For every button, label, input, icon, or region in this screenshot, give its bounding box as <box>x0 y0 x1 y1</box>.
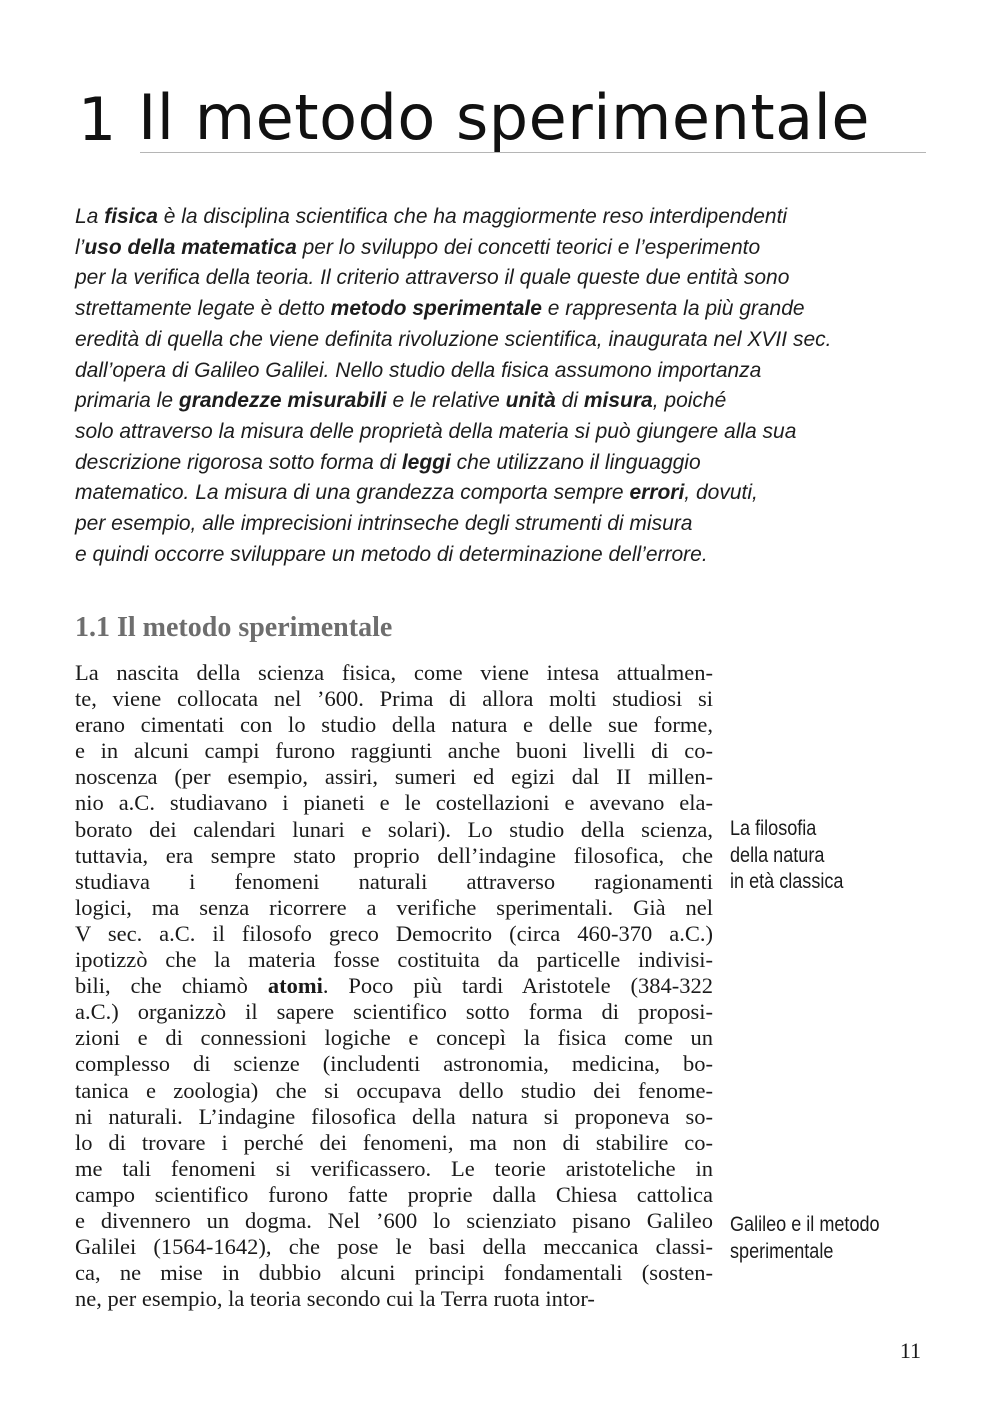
body-line <box>75 764 713 790</box>
body-line <box>75 1025 713 1051</box>
intro-line <box>75 263 935 294</box>
body-paragraph <box>75 660 713 1312</box>
body-line <box>75 973 713 999</box>
intro-line <box>75 417 935 448</box>
body-line <box>75 947 713 973</box>
intro-text: che utilizzano il linguaggio <box>450 450 701 474</box>
body-line <box>75 1260 713 1286</box>
body-line <box>75 660 713 686</box>
margin-note-line: Galileo e il metodo <box>730 1213 880 1236</box>
body-line <box>75 1104 713 1130</box>
margin-note-line: in età classica <box>730 870 844 893</box>
body-text: ne, per esempio, la teoria secondo cui la Terra ruota intor- <box>75 1286 595 1312</box>
body-text: lo di trovare i perché dei fenomeni, ma non di stabilire co- <box>75 1129 713 1155</box>
chapter-intro <box>75 202 935 570</box>
intro-text: e rappresenta la più grande <box>541 297 805 321</box>
margin-note-line: della natura <box>730 843 825 867</box>
body-text: ni naturali. L’indagine filosofica della natura si proponeva so- <box>75 1103 713 1129</box>
intro-bold-term: metodo sperimentale <box>330 297 542 321</box>
chapter-title-rule <box>140 152 926 153</box>
intro-line <box>75 386 935 417</box>
body-text: te, viene collocata nel ’600. Prima di allora molti studiosi si <box>75 686 713 712</box>
chapter-number: 1 <box>78 85 117 155</box>
intro-line <box>75 356 935 387</box>
body-line <box>75 1182 713 1208</box>
intro-line <box>75 325 935 356</box>
body-text: Galilei (1564-1642), che pose le basi della meccanica classi- <box>75 1234 713 1260</box>
body-text: e divennero un dogma. Nel ’600 lo scienziato pisano Galileo <box>75 1207 713 1233</box>
intro-text: , poiché <box>652 389 727 413</box>
intro-bold-term: misura <box>583 389 653 413</box>
intro-text: solo attraverso la misura delle proprietà della materia si può giungere alla sua <box>75 419 797 443</box>
intro-bold-term: uso della matematica <box>84 235 297 259</box>
body-line <box>75 999 713 1025</box>
body-text: e in alcuni campi furono raggiunti anche buoni livelli di co- <box>75 738 713 764</box>
body-line <box>75 790 713 816</box>
body-line <box>75 895 713 921</box>
body-text: a.C.) organizzò il sapere scientifico sotto forma di proposi- <box>75 999 713 1025</box>
intro-text: l’ <box>75 235 85 259</box>
body-bold-term: atomi <box>267 973 323 999</box>
body-line <box>75 817 713 843</box>
margin-note-galileo <box>730 1212 911 1265</box>
body-text: me tali fenomeni si verificassero. Le teorie aristoteliche in <box>75 1155 713 1181</box>
intro-text: per esempio, alle imprecisioni intrinseche degli strumenti di misura <box>75 512 693 536</box>
chapter-title: Il metodo sperimentale <box>138 81 871 154</box>
body-line <box>75 1130 713 1156</box>
body-line <box>75 1051 713 1077</box>
body-text: V sec. a.C. il filosofo greco Democrito (circa 460-370 a.C.) <box>75 920 713 946</box>
intro-text: è la disciplina scientifica che ha maggiormente reso interdipendenti <box>157 205 788 228</box>
body-text: zioni e di connessioni logiche e concepì la fisica come un <box>75 1025 713 1051</box>
intro-line <box>75 478 935 509</box>
margin-note-classical-philosophy <box>730 816 911 896</box>
intro-bold-term: errori <box>629 481 685 505</box>
intro-bold-term: grandezze misurabili <box>178 389 387 413</box>
intro-text: e quindi occorre sviluppare un metodo di determinazione dell’errore. <box>75 542 708 566</box>
body-line <box>75 712 713 738</box>
intro-bold-term: unità <box>505 389 556 413</box>
intro-text: per lo sviluppo dei concetti teorici e l’esperimento <box>296 235 761 259</box>
page-number: 11 <box>899 1338 921 1363</box>
section-title: 1.1 Il metodo sperimentale <box>75 612 393 643</box>
body-text: complesso di scienze (includenti astronomia, medicina, bo- <box>75 1051 713 1077</box>
body-text: La nascita della scienza fisica, come viene intesa attualmen- <box>75 660 713 685</box>
intro-text: descrizione rigorosa sotto forma di <box>75 450 402 474</box>
intro-text: matematico. La misura di una grandezza comporta sempre <box>75 481 630 505</box>
body-text: noscenza (per esempio, assiri, sumeri ed egizi dal II millen- <box>75 764 713 790</box>
body-line <box>75 1234 713 1260</box>
body-line <box>75 1208 713 1234</box>
body-line <box>75 738 713 764</box>
intro-text: La <box>75 205 105 228</box>
body-text: tuttavia, era sempre stato proprio dell’indagine filosofica, che <box>75 842 713 868</box>
margin-note-line: La filosofia <box>730 817 817 840</box>
body-text: campo scientifico furono fatte proprie dalla Chiesa cattolica <box>75 1181 713 1207</box>
body-line <box>75 1156 713 1182</box>
chapter-heading <box>78 82 926 154</box>
body-text: bili, che chiamò <box>75 973 268 999</box>
body-text: logici, ma senza ricorrere a verifiche sperimentali. Già nel <box>75 894 713 920</box>
body-text: erano cimentati con lo studio della natura e delle sue forme, <box>75 712 713 738</box>
body-text: borato dei calendari lunari e solari). Lo studio della scienza, <box>75 816 713 842</box>
intro-line <box>75 448 935 479</box>
intro-text: strettamente legate è detto <box>75 297 331 321</box>
body-line <box>75 869 713 895</box>
intro-line <box>75 233 935 264</box>
body-text: studiava i fenomeni naturali attraverso ragionamenti <box>75 868 713 894</box>
body-line <box>75 1286 713 1312</box>
body-text: . Poco più tardi Aristotele (384-322 <box>322 973 714 999</box>
intro-text: dall’opera di Galileo Galilei. Nello studio della fisica assumono importanza <box>75 358 762 382</box>
intro-text: eredità di quella che viene definita rivoluzione scientifica, inaugurata nel XVII sec. <box>75 327 832 351</box>
body-line <box>75 1078 713 1104</box>
body-line <box>75 843 713 869</box>
intro-text: primaria le <box>75 389 179 413</box>
intro-line <box>75 509 935 540</box>
intro-line <box>75 202 935 233</box>
body-text: tanica e zoologia) che si occupava dello studio dei fenome- <box>75 1077 713 1103</box>
intro-text: di <box>555 389 584 413</box>
body-text: ipotizzò che la materia fosse costituita da particelle indivisi- <box>75 947 713 973</box>
intro-text: , dovuti, <box>684 481 758 505</box>
intro-text: e le relative <box>386 389 506 413</box>
intro-line <box>75 294 935 325</box>
body-line <box>75 686 713 712</box>
intro-bold-term: leggi <box>401 450 451 474</box>
margin-note-line: sperimentale <box>730 1239 834 1263</box>
body-text: ca, ne mise in dubbio alcuni principi fondamentali (sosten- <box>75 1260 713 1286</box>
body-text: nio a.C. studiavano i pianeti e le costellazioni e avevano ela- <box>75 790 713 816</box>
intro-text: per la verifica della teoria. Il criterio attraverso il quale queste due entità sono <box>75 266 790 290</box>
intro-bold-term: fisica <box>104 205 158 228</box>
intro-line <box>75 540 935 571</box>
body-line <box>75 921 713 947</box>
